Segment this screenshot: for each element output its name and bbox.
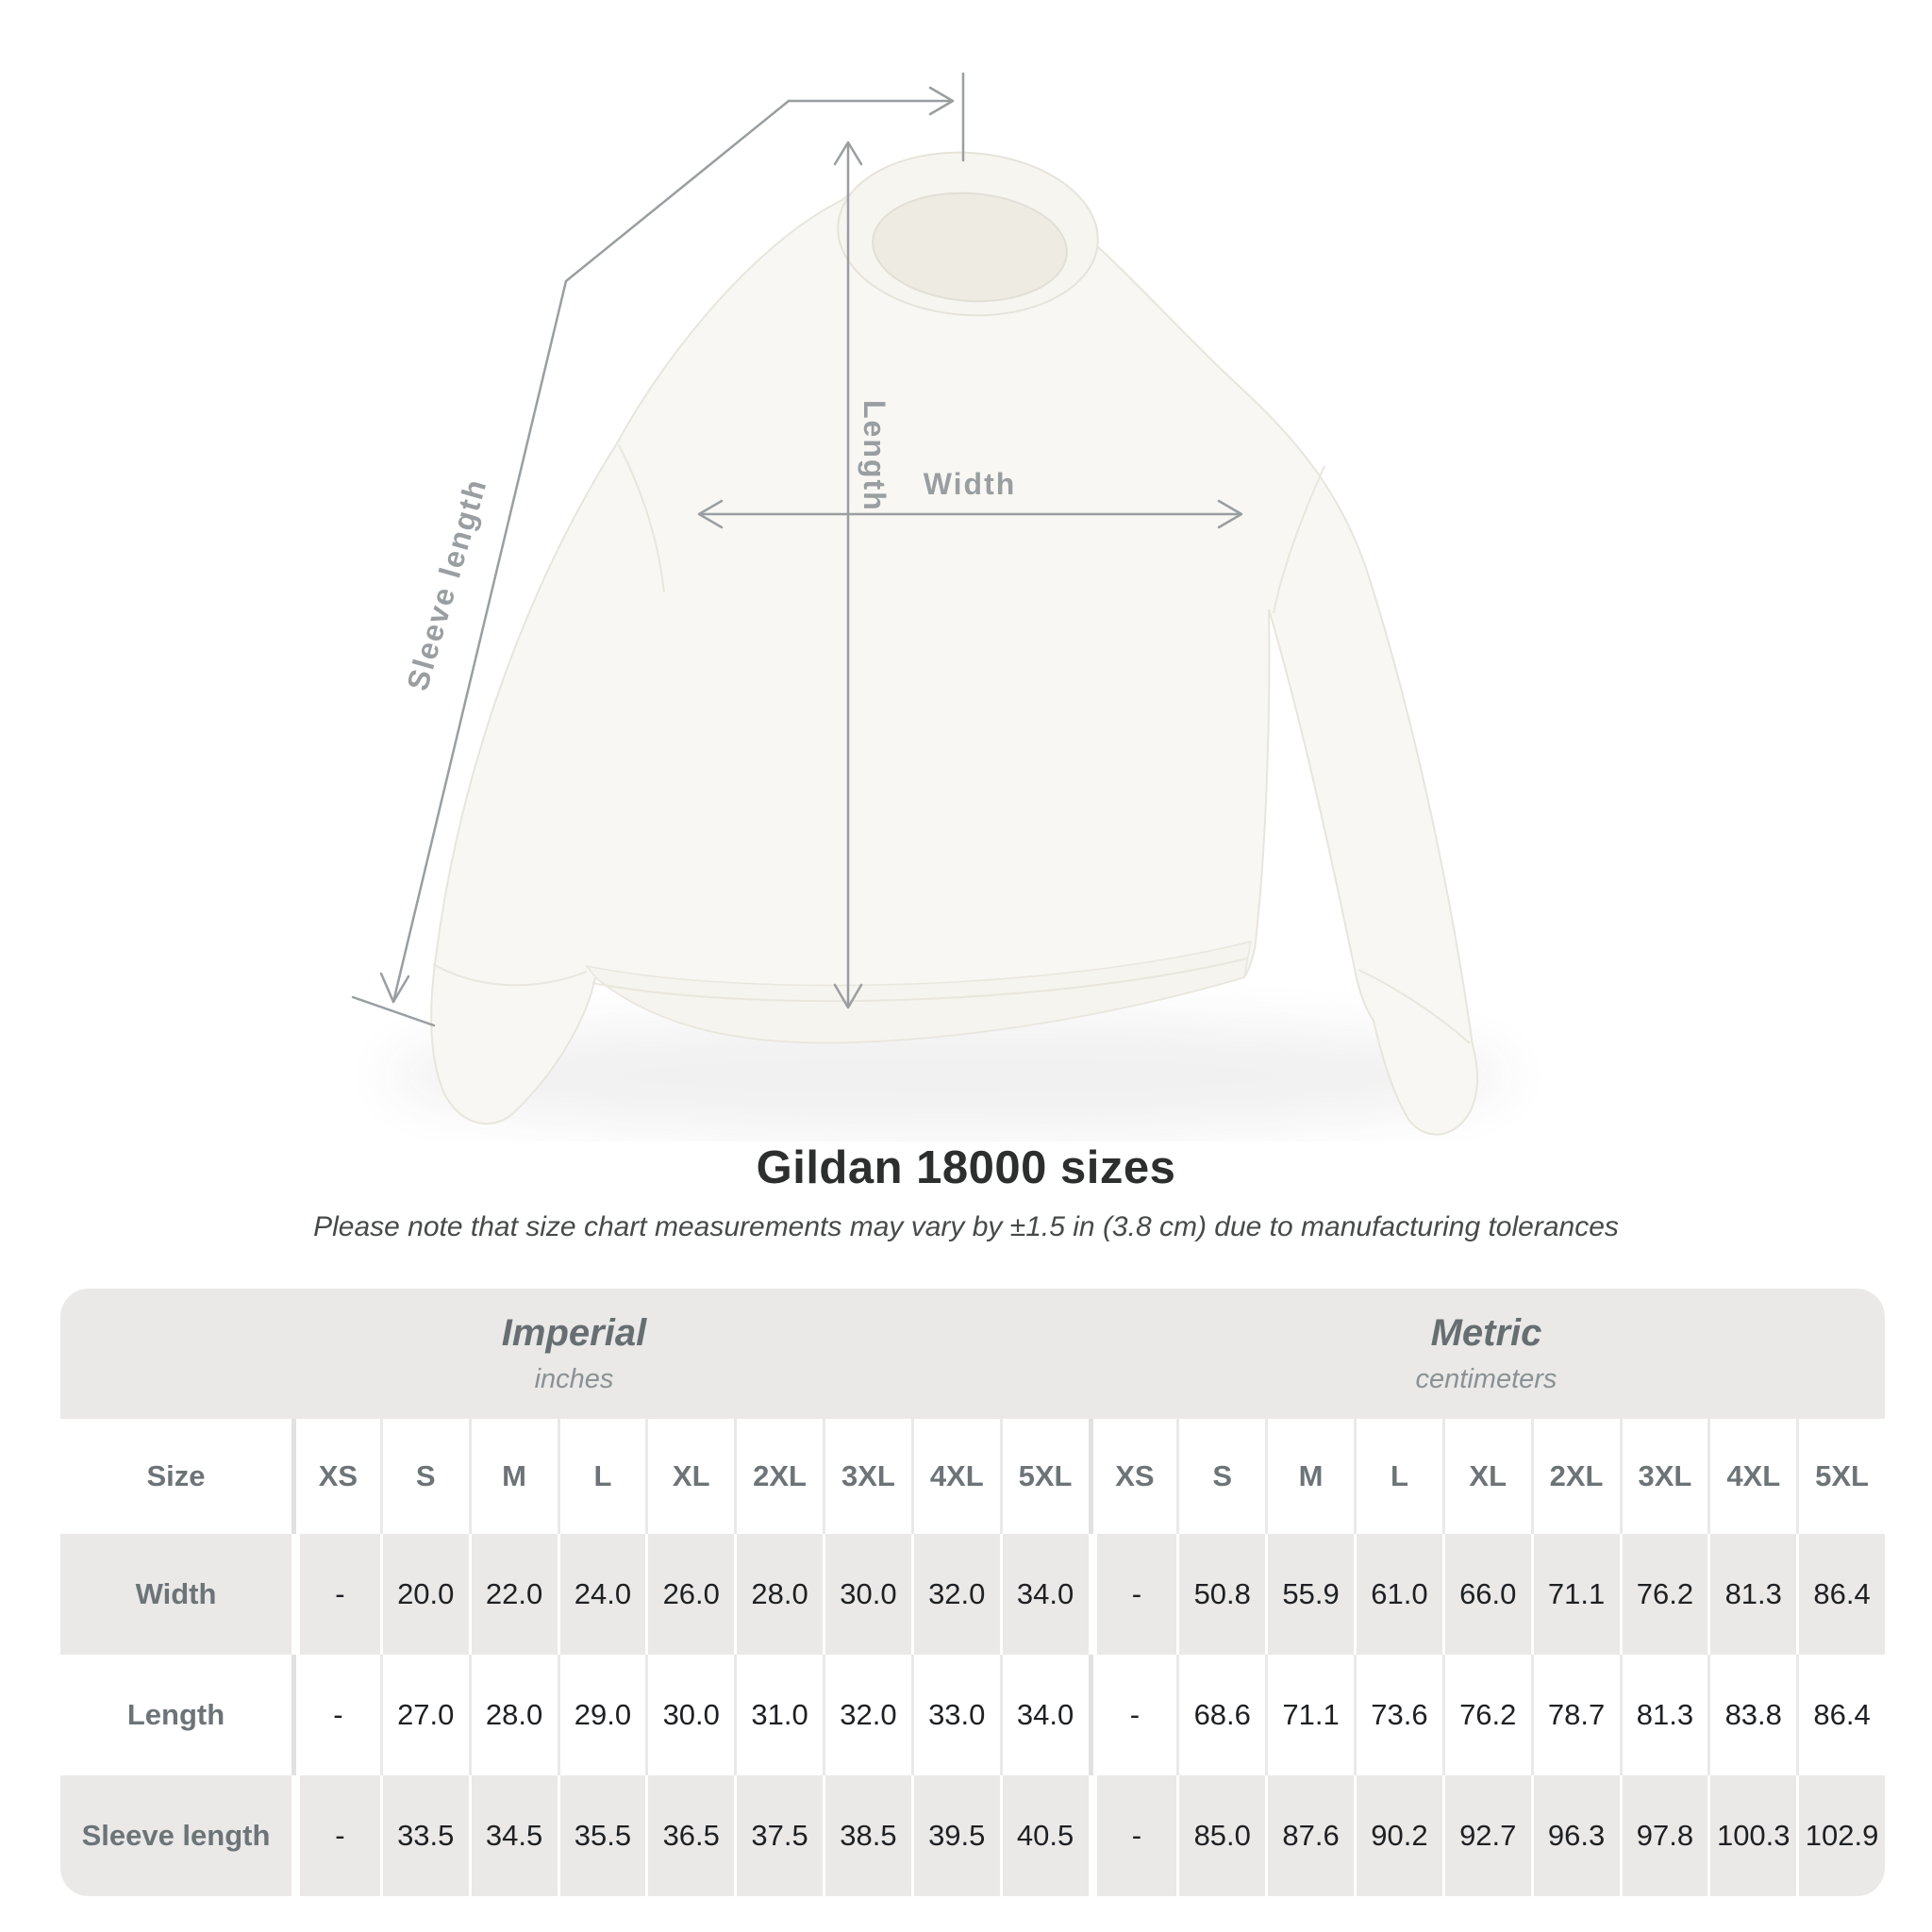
- value-imperial-0-3: 24.0: [558, 1534, 646, 1655]
- measurement-row-0: [60, 1534, 1885, 1655]
- value-metric-2-1: 85.0: [1176, 1775, 1265, 1896]
- sleeve-length-label: Sleeve length: [400, 474, 493, 694]
- size-header-metric-8: 5XL: [1796, 1419, 1885, 1534]
- value-metric-1-3: 73.6: [1354, 1655, 1442, 1775]
- value-imperial-2-6: 38.5: [823, 1775, 911, 1896]
- size-header-imperial-1: S: [380, 1419, 469, 1534]
- value-imperial-2-3: 35.5: [558, 1775, 646, 1896]
- value-imperial-1-0: -: [291, 1655, 380, 1775]
- value-metric-1-8: 86.4: [1796, 1655, 1885, 1775]
- size-header-imperial-0: XS: [291, 1419, 380, 1534]
- unit-group-metric: [1088, 1289, 1885, 1419]
- value-imperial-1-8: 34.0: [1000, 1655, 1089, 1775]
- size-header-metric-7: 4XL: [1707, 1419, 1796, 1534]
- value-metric-2-6: 97.8: [1620, 1775, 1708, 1896]
- value-imperial-1-4: 30.0: [645, 1655, 734, 1775]
- size-header-imperial-2: M: [469, 1419, 558, 1534]
- imperial-heading: Imperial: [501, 1312, 647, 1354]
- value-metric-0-3: 61.0: [1354, 1534, 1442, 1655]
- size-column-header: Size: [146, 1459, 206, 1492]
- row-label-0: Width: [135, 1577, 217, 1610]
- size-header-metric-3: L: [1354, 1419, 1442, 1534]
- value-metric-1-6: 81.3: [1620, 1655, 1708, 1775]
- measurement-row-1: [60, 1655, 1885, 1775]
- size-table-body: [60, 1419, 1885, 1896]
- value-metric-0-7: 81.3: [1707, 1534, 1796, 1655]
- size-header-metric-2: M: [1265, 1419, 1354, 1534]
- value-imperial-0-1: 20.0: [380, 1534, 469, 1655]
- unit-header-band: [60, 1289, 1885, 1419]
- value-imperial-2-5: 37.5: [734, 1775, 823, 1896]
- value-imperial-1-5: 31.0: [734, 1655, 823, 1775]
- size-header-metric-6: 3XL: [1620, 1419, 1708, 1534]
- value-imperial-0-7: 32.0: [911, 1534, 1000, 1655]
- size-header-imperial-6: 3XL: [823, 1419, 911, 1534]
- value-imperial-0-5: 28.0: [734, 1534, 823, 1655]
- unit-group-imperial: [60, 1289, 1088, 1419]
- imperial-unit: inches: [534, 1364, 614, 1394]
- value-imperial-2-1: 33.5: [380, 1775, 469, 1896]
- value-metric-0-5: 71.1: [1531, 1534, 1620, 1655]
- size-header-metric-4: XL: [1442, 1419, 1531, 1534]
- value-metric-0-0: -: [1089, 1534, 1177, 1655]
- size-header-metric-0: XS: [1089, 1419, 1177, 1534]
- value-metric-0-1: 50.8: [1176, 1534, 1265, 1655]
- sweatshirt-illustration: [431, 144, 1477, 1135]
- value-metric-0-4: 66.0: [1442, 1534, 1531, 1655]
- value-metric-2-4: 92.7: [1442, 1775, 1531, 1896]
- value-imperial-1-3: 29.0: [558, 1655, 646, 1775]
- sleeve-length-arrow: [381, 974, 408, 1002]
- value-imperial-2-4: 36.5: [645, 1775, 734, 1896]
- value-metric-1-0: -: [1089, 1655, 1177, 1775]
- value-imperial-2-0: -: [291, 1775, 380, 1896]
- value-imperial-1-7: 33.0: [911, 1655, 1000, 1775]
- tolerance-note: Please note that size chart measurements may vary by ±1.5 in (3.8 cm) due to manufacturing tolerances: [313, 1211, 1619, 1242]
- size-header-metric-1: S: [1176, 1419, 1265, 1534]
- value-imperial-0-8: 34.0: [1000, 1534, 1089, 1655]
- size-header-imperial-3: L: [558, 1419, 646, 1534]
- value-metric-2-8: 102.9: [1796, 1775, 1885, 1896]
- value-metric-2-0: -: [1089, 1775, 1177, 1896]
- metric-unit: centimeters: [1415, 1364, 1557, 1394]
- metric-heading: Metric: [1430, 1312, 1542, 1354]
- row-label-2: Sleeve length: [81, 1819, 271, 1852]
- size-header-metric-5: 2XL: [1531, 1419, 1620, 1534]
- value-metric-2-7: 100.3: [1707, 1775, 1796, 1896]
- value-imperial-2-7: 39.5: [911, 1775, 1000, 1896]
- value-metric-0-8: 86.4: [1796, 1534, 1885, 1655]
- value-imperial-1-2: 28.0: [469, 1655, 558, 1775]
- value-imperial-2-8: 40.5: [1000, 1775, 1089, 1896]
- value-imperial-1-1: 27.0: [380, 1655, 469, 1775]
- value-metric-1-2: 71.1: [1265, 1655, 1354, 1775]
- size-header-imperial-4: XL: [645, 1419, 734, 1534]
- value-imperial-0-2: 22.0: [469, 1534, 558, 1655]
- size-header-row: [60, 1419, 1885, 1534]
- size-header-imperial-8: 5XL: [1000, 1419, 1089, 1534]
- value-metric-2-3: 90.2: [1354, 1775, 1442, 1896]
- value-metric-1-7: 83.8: [1707, 1655, 1796, 1775]
- measurement-row-2: [60, 1775, 1885, 1896]
- value-metric-2-5: 96.3: [1531, 1775, 1620, 1896]
- size-table: [60, 1289, 1885, 1896]
- value-imperial-0-0: -: [291, 1534, 380, 1655]
- width-label: Width: [923, 467, 1017, 501]
- value-metric-1-5: 78.7: [1531, 1655, 1620, 1775]
- value-imperial-1-6: 32.0: [823, 1655, 911, 1775]
- row-label-1: Length: [126, 1698, 225, 1731]
- value-metric-1-4: 76.2: [1442, 1655, 1531, 1775]
- value-imperial-2-2: 34.5: [469, 1775, 558, 1896]
- page-title: Gildan 18000 sizes: [756, 1142, 1176, 1193]
- value-metric-0-2: 55.9: [1265, 1534, 1354, 1655]
- size-header-imperial-7: 4XL: [911, 1419, 1000, 1534]
- value-metric-1-1: 68.6: [1176, 1655, 1265, 1775]
- value-imperial-0-6: 30.0: [823, 1534, 911, 1655]
- length-label: Length: [858, 400, 891, 512]
- value-imperial-0-4: 26.0: [645, 1534, 734, 1655]
- value-metric-0-6: 76.2: [1620, 1534, 1708, 1655]
- value-metric-2-2: 87.6: [1265, 1775, 1354, 1896]
- size-header-imperial-5: 2XL: [734, 1419, 823, 1534]
